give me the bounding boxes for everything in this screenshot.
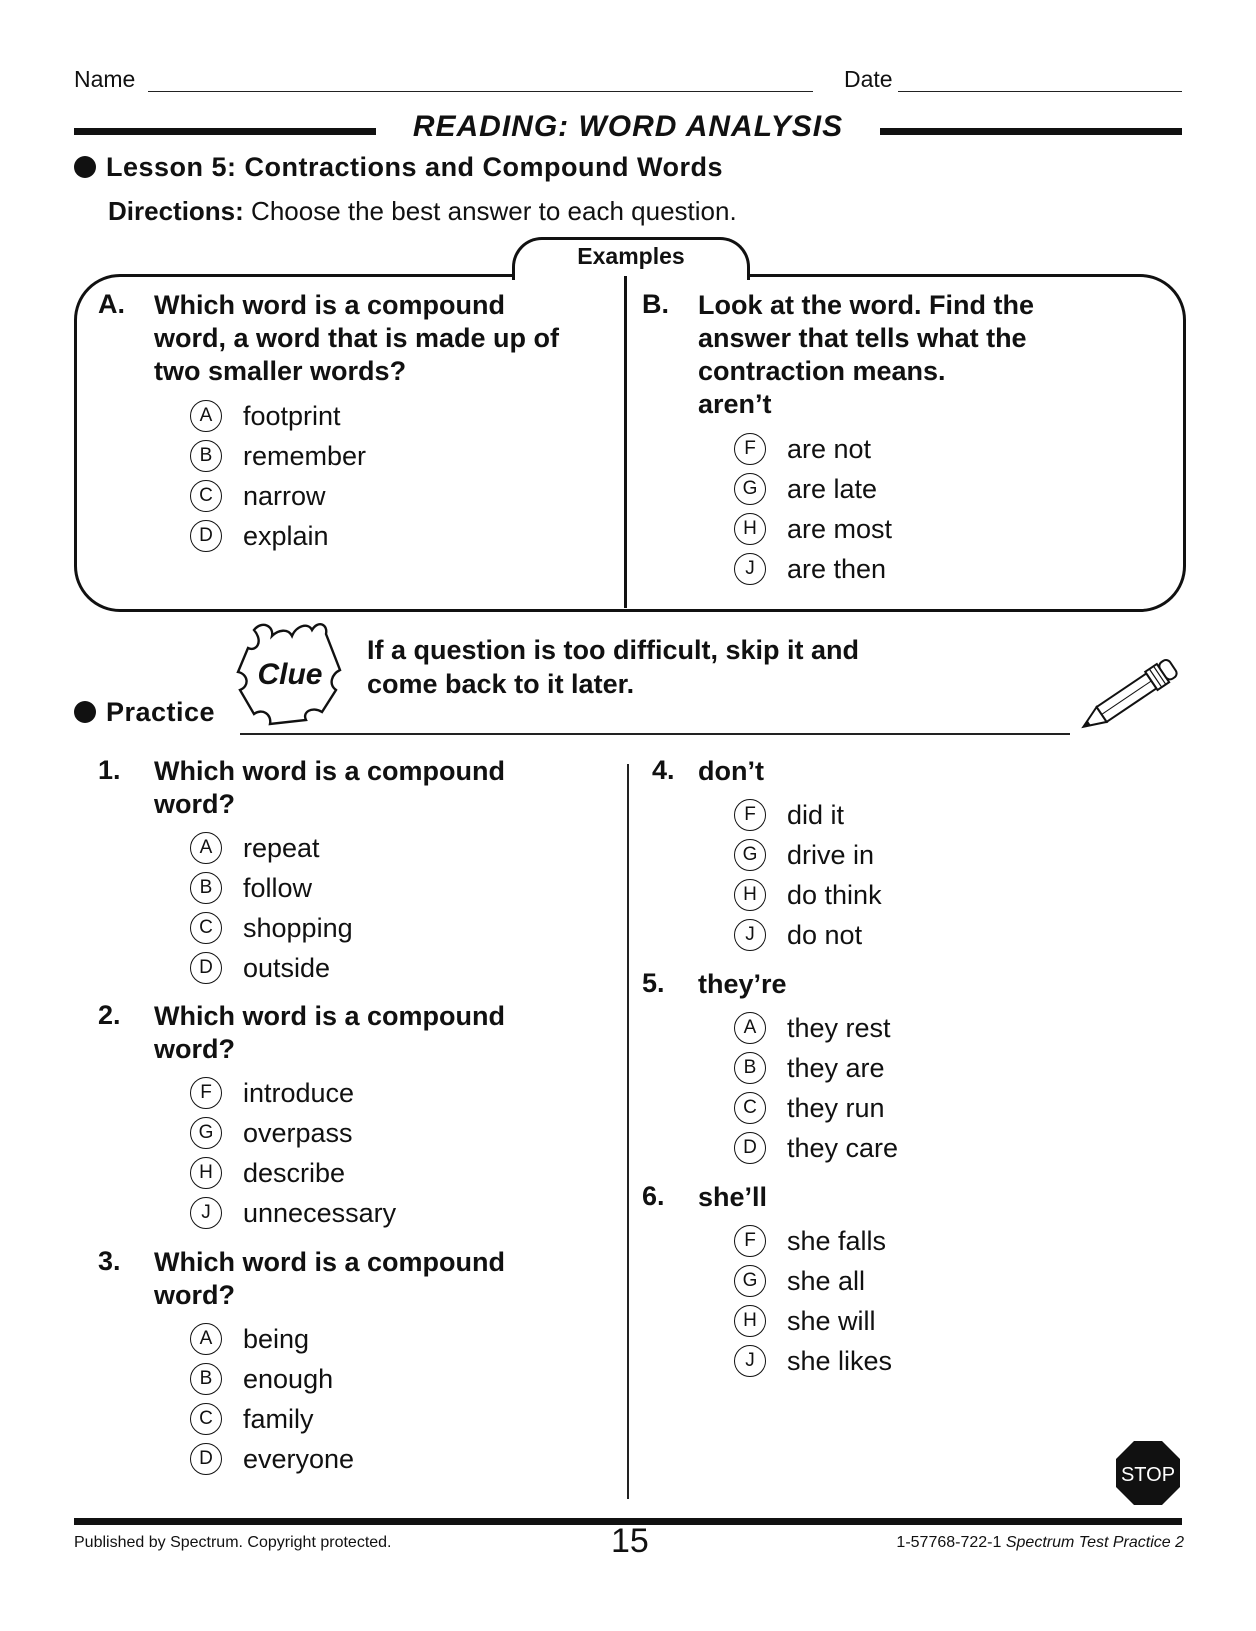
stop-sign-icon [1115,1440,1181,1506]
answer-bubble-icon[interactable]: A [190,400,222,432]
answer-bubble-icon[interactable]: G [734,1265,766,1297]
date-line[interactable] [898,91,1182,92]
question-line: word? [154,789,235,819]
option-text: drive in [787,840,875,870]
lesson-heading [74,152,723,183]
answer-bubble-icon[interactable]: F [190,1077,222,1109]
answer-bubble-icon[interactable]: H [734,513,766,545]
answer-bubble-icon[interactable]: C [734,1092,766,1124]
examples-divider [624,276,627,608]
option-text: narrow [243,481,326,511]
option-text: describe [243,1158,346,1188]
name-line[interactable] [148,91,813,92]
option-text: explain [243,521,329,551]
bullet-icon [74,701,96,723]
q1-option-c[interactable] [190,908,353,948]
example-b-option-g[interactable] [734,469,877,509]
question-line: Which word is a compound [154,756,505,786]
q6-option-j[interactable] [734,1341,892,1381]
answer-bubble-icon[interactable]: J [734,553,766,585]
answer-bubble-icon[interactable]: C [190,480,222,512]
example-b-option-f[interactable] [734,429,871,469]
question-word: they’re [698,969,787,999]
example-b-option-j[interactable] [734,549,886,589]
answer-bubble-icon[interactable]: C [190,912,222,944]
clue-line: come back to it later. [367,669,635,699]
question-number: 4. [652,755,675,785]
question-number: 6. [642,1181,665,1211]
clue-text [367,633,859,701]
directions [108,196,737,227]
option-text: footprint [243,401,341,431]
question-number: 2. [98,1000,121,1030]
option-text: everyone [243,1444,355,1474]
q2-option-h[interactable] [190,1153,345,1193]
option-text: she likes [787,1346,893,1376]
answer-bubble-icon[interactable]: G [734,473,766,505]
answer-bubble-icon[interactable]: B [190,872,222,904]
example-a-option-d[interactable] [190,516,329,556]
q2-option-f[interactable] [190,1073,354,1113]
q4-option-j[interactable] [734,915,862,955]
answer-bubble-icon[interactable]: B [734,1052,766,1084]
answer-bubble-icon[interactable]: D [190,1443,222,1475]
question-3 [154,1246,505,1312]
practice-rule [240,733,1070,735]
footer-series: Spectrum Test Practice 2 [1005,1534,1184,1551]
q5-option-b[interactable] [734,1048,885,1088]
question-line: two smaller words? [154,356,407,386]
answer-bubble-icon[interactable]: G [734,839,766,871]
answer-bubble-icon[interactable]: F [734,1225,766,1257]
question-word: she’ll [698,1182,768,1212]
answer-bubble-icon[interactable]: F [734,433,766,465]
option-text: they run [787,1093,885,1123]
answer-bubble-icon[interactable]: D [190,952,222,984]
directions-text: Choose the best answer to each question. [243,196,737,226]
option-text: are late [787,474,878,504]
question-line: Which word is a compound [154,1001,505,1031]
bullet-icon [74,156,96,178]
directions-label: Directions: [108,196,244,226]
q6-option-g[interactable] [734,1261,865,1301]
footer-isbn-series [896,1534,1184,1552]
answer-bubble-icon[interactable]: A [734,1012,766,1044]
clue-line: If a question is too difficult, skip it and [367,635,860,665]
answer-bubble-icon[interactable]: B [190,1363,222,1395]
answer-bubble-icon[interactable]: B [190,440,222,472]
option-text: overpass [243,1118,353,1148]
question-line: word, a word that is made up of [154,323,560,353]
answer-bubble-icon[interactable]: G [190,1117,222,1149]
q3-option-b[interactable] [190,1359,333,1399]
q6-option-h[interactable] [734,1301,876,1341]
example-a-option-c[interactable] [190,476,326,516]
date-label: Date [844,66,893,92]
pencil-icon [1070,655,1188,737]
q5-option-c[interactable] [734,1088,885,1128]
option-text: introduce [243,1078,355,1108]
question-number: 5. [642,968,665,998]
option-text: repeat [243,833,320,863]
answer-bubble-icon[interactable]: J [734,919,766,951]
example-b-letter: B. [642,289,669,319]
footer-isbn: 1-57768-722-1 [896,1534,1002,1551]
answer-bubble-icon[interactable]: C [190,1403,222,1435]
option-text: they are [787,1053,885,1083]
answer-bubble-icon[interactable]: H [734,1305,766,1337]
q5-option-a[interactable] [734,1008,891,1048]
option-text: follow [243,873,313,903]
option-text: she will [787,1306,876,1336]
title-rule-right [880,128,1182,135]
question-line: Which word is a compound [154,1247,505,1277]
q4-option-g[interactable] [734,835,874,875]
answer-bubble-icon[interactable]: A [190,1323,222,1355]
option-text: are most [787,514,893,544]
answer-bubble-icon[interactable]: H [734,879,766,911]
option-text: did it [787,800,845,830]
answer-bubble-icon[interactable]: D [734,1132,766,1164]
answer-bubble-icon[interactable]: J [734,1345,766,1377]
q6-option-f[interactable] [734,1221,886,1261]
page-number: 15 [611,1522,649,1560]
clue-puzzle-icon [232,616,350,728]
option-text: she all [787,1266,866,1296]
q2-option-g[interactable] [190,1113,353,1153]
q1-option-b[interactable] [190,868,312,908]
question-1 [154,755,505,821]
option-text: enough [243,1364,334,1394]
question-word: don’t [698,756,764,786]
q3-option-c[interactable] [190,1399,314,1439]
answer-bubble-icon[interactable]: D [190,520,222,552]
lesson-title: Lesson 5: Contractions and Compound Words [106,152,724,182]
question-6 [698,1181,767,1214]
question-4 [698,755,764,788]
option-text: shopping [243,913,353,943]
question-5 [698,968,787,1001]
question-line: word? [154,1034,235,1064]
question-line: Look at the word. Find the [698,290,1034,320]
example-a-option-b[interactable] [190,436,366,476]
example-a-question [154,289,559,388]
answer-bubble-icon[interactable]: A [190,832,222,864]
q3-option-a[interactable] [190,1319,309,1359]
option-text: they care [787,1133,899,1163]
option-text: are not [787,434,872,464]
example-a-option-a[interactable] [190,396,341,436]
option-text: outside [243,953,331,983]
q2-option-j[interactable] [190,1193,396,1233]
example-a-letter: A. [98,289,125,319]
option-text: do think [787,880,882,910]
answer-bubble-icon[interactable]: F [734,799,766,831]
question-line: answer that tells what the [698,323,1027,353]
q4-option-h[interactable] [734,875,882,915]
answer-bubble-icon[interactable]: H [190,1157,222,1189]
column-divider [627,764,629,1499]
clue-badge: Clue [257,658,323,691]
question-line: contraction means. [698,356,946,386]
q5-option-d[interactable] [734,1128,898,1168]
name-label: Name [74,66,136,92]
question-number: 1. [98,755,121,785]
option-text: remember [243,441,367,471]
examples-tab: Examples [512,237,750,280]
q1-option-d[interactable] [190,948,330,988]
footer-publisher: Published by Spectrum. Copyright protected. [74,1534,392,1551]
question-line: Which word is a compound [154,290,505,320]
option-text: family [243,1404,314,1434]
option-text: they rest [787,1013,891,1043]
q3-option-d[interactable] [190,1439,354,1479]
option-text: do not [787,920,863,950]
question-2 [154,1000,505,1066]
example-b-option-h[interactable] [734,509,892,549]
option-text: she falls [787,1226,887,1256]
q1-option-a[interactable] [190,828,320,868]
practice-heading [74,697,215,728]
practice-label: Practice [106,697,216,727]
option-text: are then [787,554,887,584]
question-line: word? [154,1280,235,1310]
question-number: 3. [98,1246,121,1276]
page-title: READING: WORD ANALYSIS [412,110,844,143]
option-text: unnecessary [243,1198,397,1228]
example-b-question [698,289,1034,421]
q4-option-f[interactable] [734,795,844,835]
example-b-word: aren’t [698,389,772,419]
option-text: being [243,1324,310,1354]
stop-text: STOP [1120,1464,1176,1486]
answer-bubble-icon[interactable]: J [190,1197,222,1229]
